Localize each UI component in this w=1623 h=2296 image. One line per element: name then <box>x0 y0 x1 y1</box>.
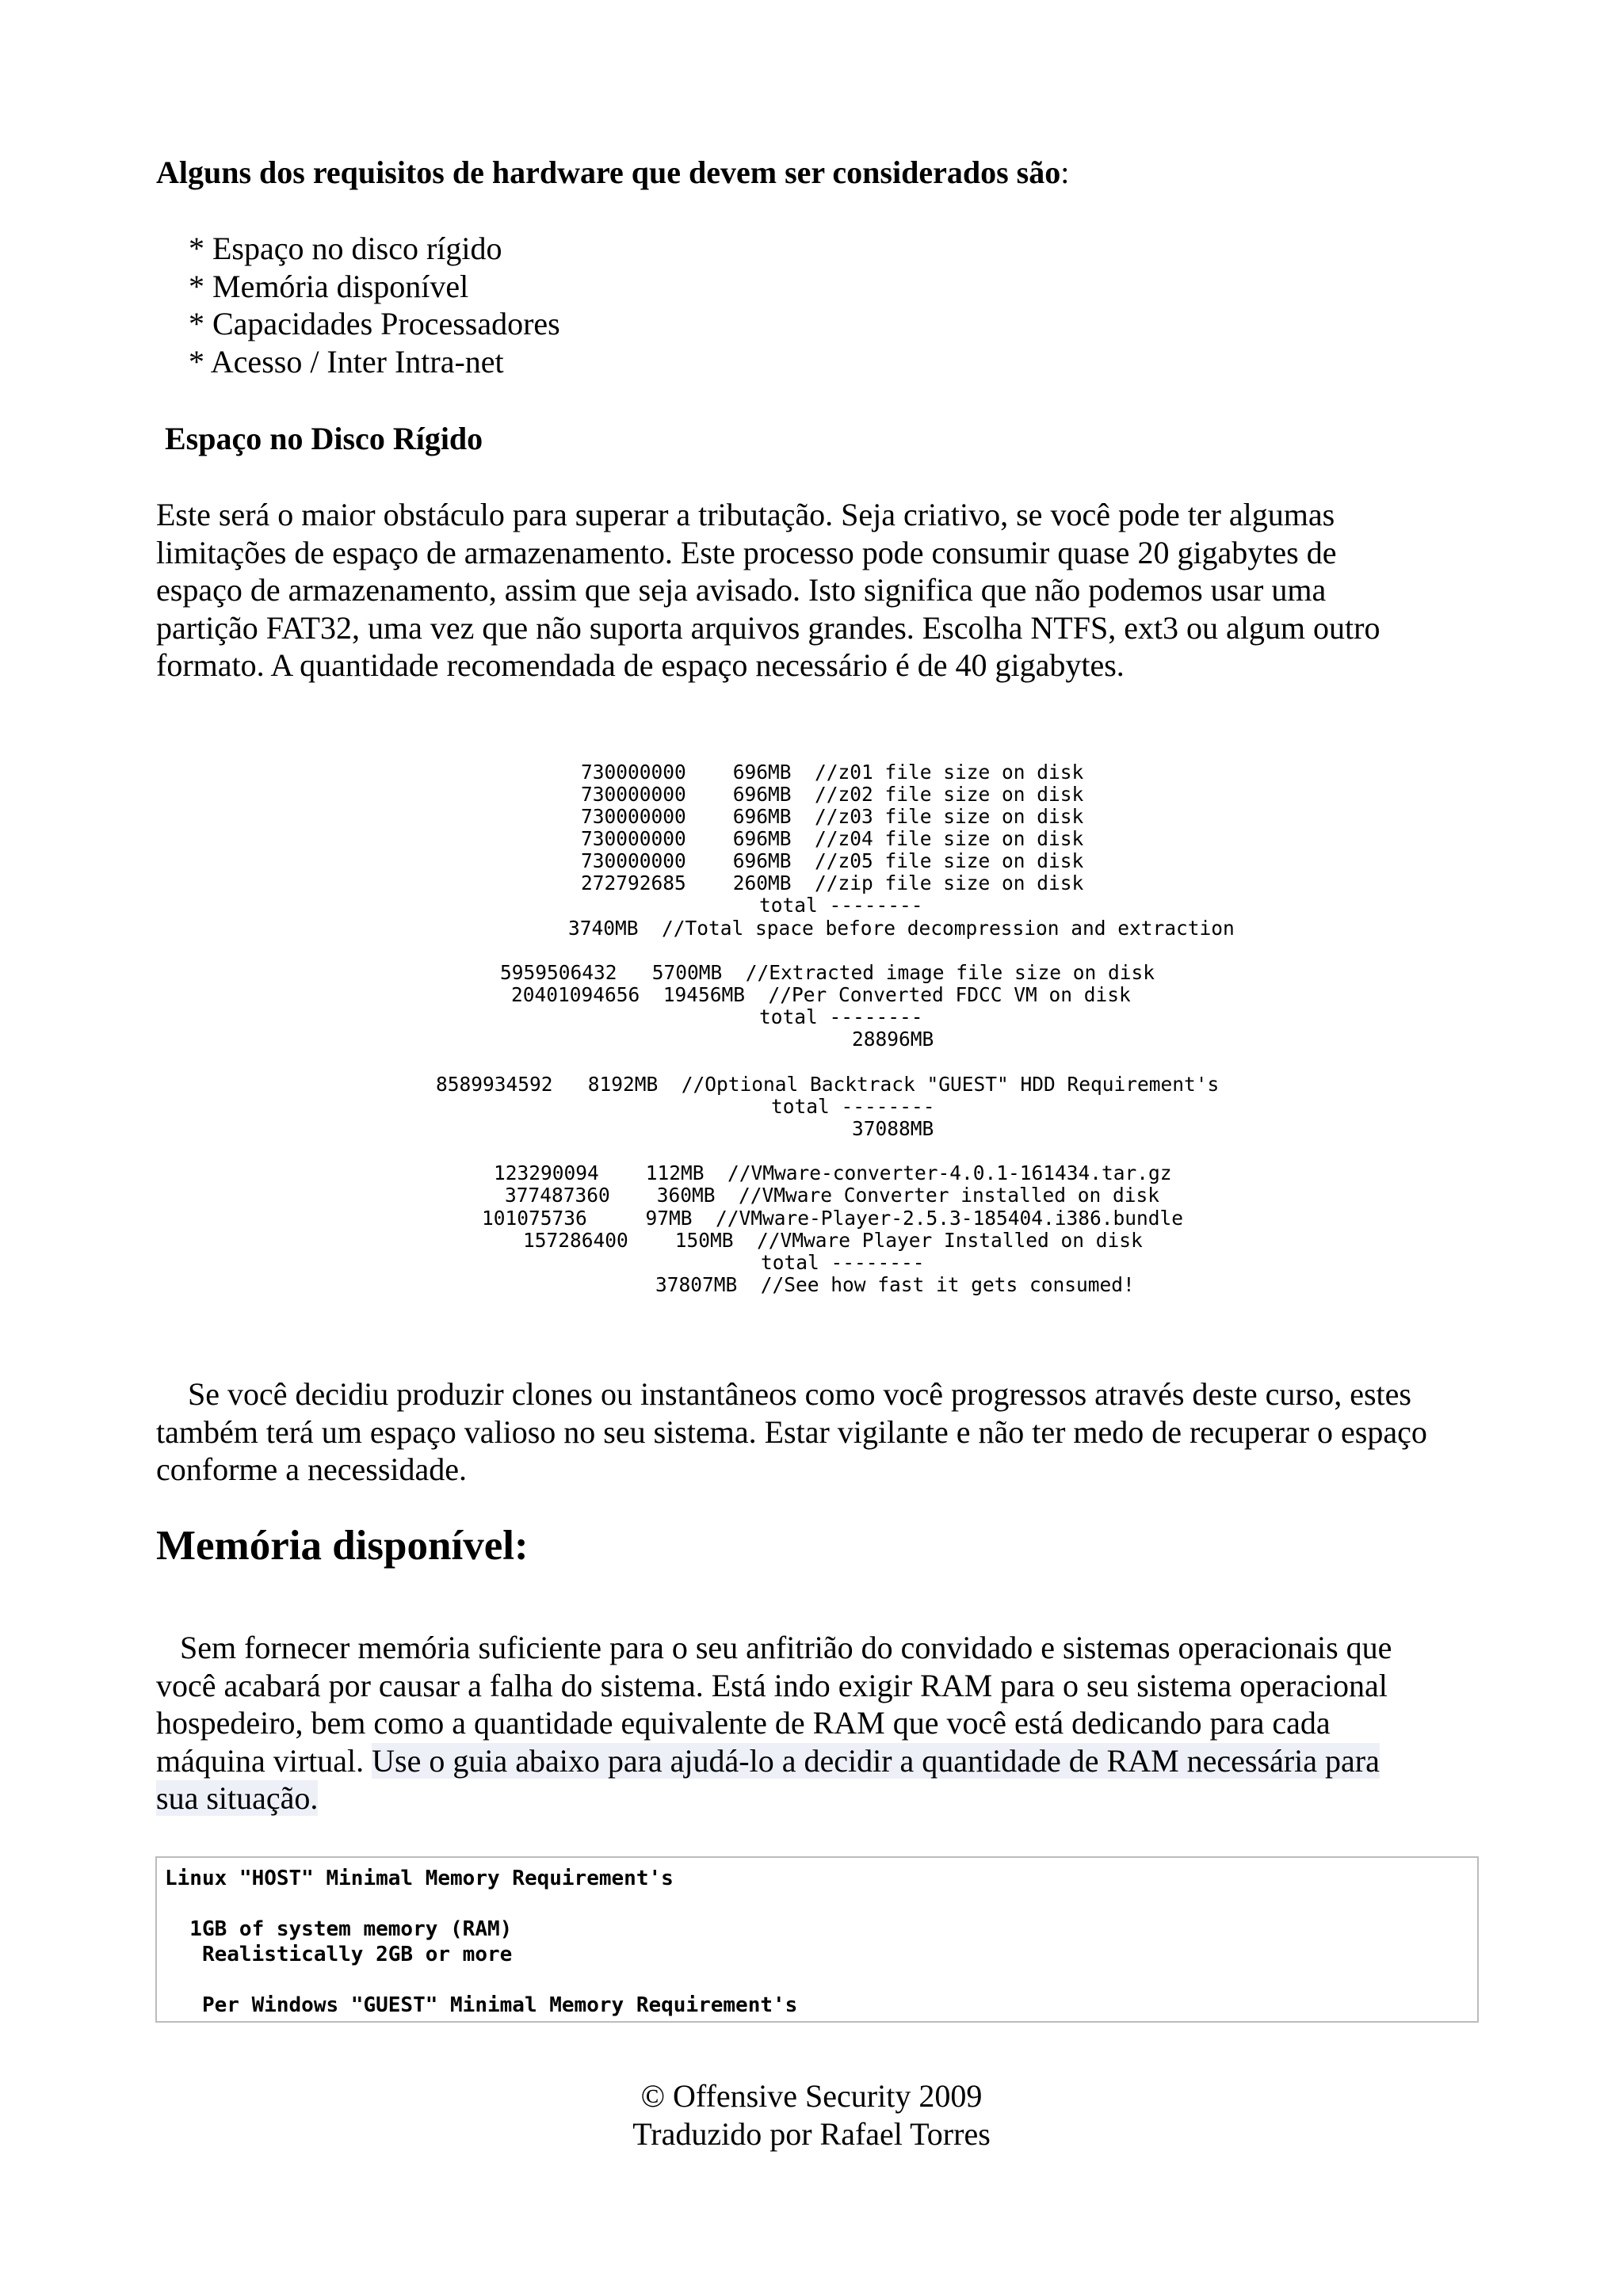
calc-line: 730000000 696MB //z03 file size on disk <box>581 805 1084 828</box>
paragraph-line: Sem fornecer memória suficiente para o seu anfitrião do convidado e sistemas operacionais que <box>156 1630 1392 1665</box>
list-item: * Memória disponível <box>189 268 469 304</box>
calc-line: 123290094 112MB //VMware-converter-4.0.1-161434.tar.gz <box>494 1161 1172 1184</box>
calc-line: 5959506432 5700MB //Extracted image file size on disk <box>500 961 1155 984</box>
paragraph-line: Se você decidiu produzir clones ou instantâneos como você progressos através deste curso, estes <box>156 1376 1411 1412</box>
clones-paragraph <box>156 1375 1503 1489</box>
requirement-line: Linux "HOST" Minimal Memory Requirement's <box>165 1867 674 1890</box>
intro-bold-text: Alguns dos requisitos de hardware que devem ser considerados são <box>156 154 1061 190</box>
calc-line: 730000000 696MB //z05 file size on disk <box>581 849 1084 872</box>
requirement-line: Per Windows "GUEST" Minimal Memory Requirement's <box>165 1993 798 2017</box>
calc-line: 730000000 696MB //z04 file size on disk <box>581 827 1084 850</box>
disk-section-heading: Espaço no Disco Rígido <box>165 421 483 456</box>
calc-line: 20401094656 19456MB //Per Converted FDCC VM on disk <box>511 983 1131 1006</box>
calc-line: 3740MB //Total space before decompression and extraction <box>568 917 1235 940</box>
calc-line: 272792685 260MB //zip file size on disk <box>581 871 1084 894</box>
calc-line: 157286400 150MB //VMware Player Installed on disk <box>523 1229 1143 1252</box>
memory-paragraph <box>156 1629 1503 1817</box>
paragraph-line: espaço de armazenamento, assim que seja avisado. Isto significa que não podemos usar uma <box>156 572 1327 608</box>
paragraph-line: formato. A quantidade recomendada de espaço necessário é de 40 gigabytes. <box>156 647 1125 683</box>
list-item: * Espaço no disco rígido <box>189 231 502 266</box>
page-footer <box>0 2077 1623 2153</box>
calc-line: 101075736 97MB //VMware-Player-2.5.3-185404.i386.bundle <box>482 1207 1184 1230</box>
paragraph-line: partição FAT32, uma vez que não suporta arquivos grandes. Escolha NTFS, ext3 ou algum outro <box>156 609 1381 646</box>
memory-requirements-box <box>155 1856 1479 2023</box>
calc-line: 8589934592 8192MB //Optional Backtrack "GUEST" HDD Requirement's <box>436 1073 1220 1096</box>
list-item: * Acesso / Inter Intra-net <box>189 343 504 379</box>
calc-line: total -------- <box>759 894 923 917</box>
hardware-requirements-list <box>189 230 1140 380</box>
calc-line: 37807MB //See how fast it gets consumed! <box>655 1273 1135 1296</box>
paragraph-line: Este será o maior obstáculo para superar a tributação. Seja criativo, se você pode ter algumas <box>156 497 1335 532</box>
intro-colon: : <box>1060 154 1070 190</box>
paragraph-line: hospedeiro, bem como a quantidade equivalente de RAM que você está dedicando para cada <box>156 1705 1331 1741</box>
disk-section-paragraph <box>156 496 1495 685</box>
calc-line: total -------- <box>759 1005 923 1028</box>
paragraph-line: também terá um espaço valioso no seu sistema. Estar vigilante e não ter medo de recuperar o espaço <box>156 1413 1427 1450</box>
memory-section-heading: Memória disponível: <box>156 1523 529 1569</box>
paragraph-line <box>156 1779 1503 1817</box>
highlighted-text: sua situação. <box>156 1780 319 1816</box>
footer-translator: Traduzido por Rafael Torres <box>632 2116 991 2152</box>
calc-line: 28896MB <box>852 1028 934 1051</box>
intro-line <box>156 154 1503 192</box>
calc-line: total -------- <box>771 1095 935 1118</box>
paragraph-line: conforme a necessidade. <box>156 1451 468 1487</box>
highlighted-text: Use o guia abaixo para ajudá-lo a decidir a quantidade de RAM necessária para <box>372 1742 1380 1779</box>
calc-line: 730000000 696MB //z02 file size on disk <box>581 783 1084 806</box>
calc-line: 377487360 360MB //VMware Converter installed on disk <box>505 1184 1160 1207</box>
footer-copyright: © Offensive Security 2009 <box>640 2078 983 2114</box>
calc-line: 730000000 696MB //z01 file size on disk <box>581 761 1084 784</box>
paragraph-line <box>156 1742 1503 1780</box>
paragraph-line: você acabará por causar a falha do sistema. Está indo exigir RAM para o seu sistema operacional <box>156 1667 1388 1703</box>
requirement-line: Realistically 2GB or more <box>165 1943 513 1966</box>
requirement-line: 1GB of system memory (RAM) <box>165 1917 513 1941</box>
list-item: * Capacidades Processadores <box>189 306 560 341</box>
calc-line: 37088MB <box>852 1117 934 1140</box>
calc-line: total -------- <box>761 1251 925 1274</box>
paragraph-text: máquina virtual. <box>156 1742 372 1779</box>
paragraph-line: limitações de espaço de armazenamento. Este processo pode consumir quase 20 gigabytes de <box>156 534 1337 570</box>
